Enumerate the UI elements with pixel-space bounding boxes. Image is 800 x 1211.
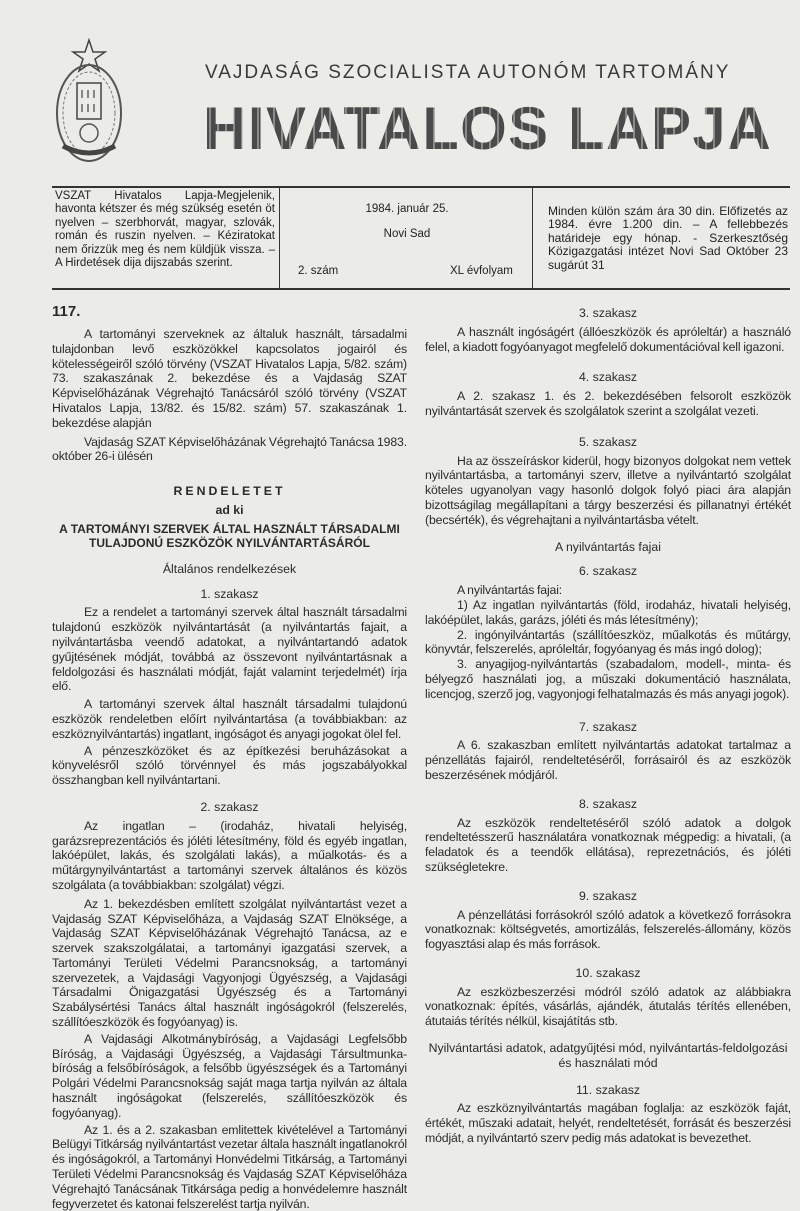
paragraph: Az eszköznyilvántartás magában foglalja: az eszközök faját, értékét, műszaki adatait, helyét, rendeltetését, forrását és beszerzési módját, a nyilvántartó szerv pedig más adatokat is bevezethet. — [425, 1101, 791, 1146]
list-item: 2. ingónyilvántartás (szállítóeszköz, műalkotás és műtárgy, könyvtár, felszerelés, apróleltár, fogyóanyag és más ingó dolog); — [425, 627, 791, 657]
publication-notice: VSZAT Hivatalos Lapja-Megjelenik, havonta kétszer és még szükség esetén öt nyelven – szerbhorvát, magyar, szlovák, román és ruszin nyelven. – Kéziratokat nem őrizzük meg és nem küldjük vissza. – A Hirdetések dija dijszabás szerint. — [55, 190, 275, 270]
section-heading: 7. szakasz — [578, 719, 638, 734]
issue-place: Novi Sad — [383, 228, 431, 240]
paragraph: A 2. szakasz 1. és 2. bekezdésében felsorolt eszközök nyilvántartását szervek és szolgálatok szerint a szolgálat vezeti. — [425, 389, 791, 418]
issue-number: 2. szám — [298, 265, 339, 277]
section-heading: Nyilvántartási adatok, adatgyűjtési mód, nyilvántartás-feldolgozási és használati mód — [428, 1041, 788, 1070]
paragraph: Ha az összeíráskor kiderül, hogy bizonyos dolgokat nem vettek nyilvántartásba, a tartományi szerv, illetve a nyilvántartó szolgálat köteles ugyanolyan vagy hasonló dolgok folyó piaci ára alapján bizottságilag megállapítani a tárgy beszerzési és pillanatnyi értékét (becsérték), és végrehajtani a nyilvántartásba vételt. — [425, 453, 791, 527]
column-divider — [532, 188, 533, 288]
issue-date: 1984. január 25. — [365, 203, 449, 215]
masthead-subtitle: VAJDASÁG SZOCIALISTA AUTONÓM TARTOMÁNY — [205, 62, 731, 83]
masthead-title: HIVATALOS LAPJA — [203, 92, 790, 166]
section-heading: 10. szakasz — [575, 965, 641, 980]
issuer: Vajdaság SZAT Képviselőházának Végrehajtó Tanácsa 1983. október 26-i ülésén — [52, 434, 407, 464]
section-heading: 6. szakasz — [578, 564, 638, 579]
paragraph: Az 1. bekezdésben említett szolgálat nyilvántartást vezet a Vajdaság SZAT Képviselőháza, a Vajdaság SZAT Elnöksége, a Vajdaság SZAT Képviselőházának Végrehajtó Tanácsa, az e szervek szakszolgálatai, a tartományi igazgatási szervek, a Tartományi Területi Védelmi Parancsnokság, a tartományi szervezetek, a Vajdasági Vagyonjogi Ügyészség, a Vajdasági Társadalmi Önigazgatási Ügyészség és a Tartományi Szabálysértési Tanács által használt ingóságokról (felszerelés, szállítóeszközök és fogyóanyag) is. — [52, 896, 407, 1030]
paragraph: Az eszközbeszerzési módról szóló adatok az alábbiakra vonatkoznak: építés, vásárlás, ajándék, átutalás térítés ellenében, átutaiás térítés nélkül, kisajátítás stb. — [425, 984, 791, 1029]
paragraph: Az 1. és a 2. szakasban emlitettek kivételével a Tartományi Belügyi Titkárság nyilvántartást vezetar általa használt ingatlanokról és ingóságokról, a Tartományi Honvédelmi Titkárság, a Tartományi Területi Védelmi Parancsnokság és Vajdaság SZAT Képviselőháza Végrehajtó Tanácsának Titkársága pedig a honvédelemre használt fegyverzetet és katonai felszerelést tartja nyilván. — [52, 1122, 407, 1211]
paragraph: Az ingatlan – (irodaház, hivatali helyiség, garázsreprezentációs és jóléti létesítmény, föld és egyéb ingatlan, lakóépület, lakás, és szolgálati lakás), a műalkotás- és a műtárgynyilvántartást a tartományi szervek általános és közös szolgálata (a továbbiakban: szolgálat) végzi. — [52, 818, 407, 892]
paragraph: A tartományi szervek által használt társadalmi tulajdonú eszközök rendeletben előírt nyilvántartása (a továbbiakban: az eszköznyilvántartás) ingatlant, ingóságot és anyagi jogokat ölel fel. — [52, 697, 407, 741]
paragraph: A pénzeszközöket és az építkezési beruházásokat a könyvelésről szóló törvénnyel és más jogszabályokkal összhangban kell nyilvántartani. — [52, 743, 407, 788]
section-heading: 1. szakasz — [200, 586, 259, 601]
section-heading: 5. szakasz — [578, 434, 638, 449]
list-item: 1) Az ingatlan nyilvántartás (föld, irodaház, hivatali helyiség, lakóépület, lakás, garázs, jóléti és más létesítmény); — [425, 597, 791, 627]
coat-of-arms-emblem — [55, 38, 123, 168]
decree-label: RENDELETET — [173, 484, 286, 499]
paragraph: Az eszközök rendeltetéséről szóló adatok a dolgok rendeltetésszerű használatára vonatkoznak mégpedig: a hivatali, (a feladatok és a teendők ellátása), reprezetnációs, és jóléti szükségletekre. — [425, 815, 791, 874]
paragraph: A nyilvántartás fajai: — [457, 583, 563, 598]
list-item: 3. anyagijog-nyilvántartás (szabadalom, modell-, minta- és bélyegző használati jog, a műszaki dokumentáció használata, licencjog, szerző jog, vagyonjogi felhatalmazás és más anyagi jogok). — [425, 657, 791, 701]
section-heading: 11. szakasz — [575, 1082, 641, 1097]
section-heading: 8. szakasz — [578, 796, 638, 811]
paragraph: A Vajdasági Alkotmánybíróság, a Vajdasági Legfelsőbb Bíróság, a Vajdasági Ügyészség, a Vajdasági Társultmunka-bíróság a felsőbíróságok, a felsőbb ügyészségek és a Tartományi Polgári Védelmi Parancsnokság saját maga tartja nyilván az általa használt ingóságokat (felszerelés, szállítóeszközök és fogyóanyag). — [52, 1031, 407, 1120]
pricing-notice: Minden külön szám ára 30 din. Előfizetés az 1984. évre 1.200 din. – A fellebbezés határideje egy hónap. - Szerkesztőség Közigazgatási intézet Novi Sad Október 23 sugárút 31 — [548, 204, 788, 272]
section-heading: Általános rendelkezések — [162, 561, 297, 576]
bottom-rule — [52, 288, 790, 290]
section-heading: 3. szakasz — [578, 306, 638, 320]
section-heading: 9. szakasz — [578, 888, 638, 903]
decree-number: 117. — [52, 303, 81, 320]
paragraph: A pénzellátási forrásokról szóló adatok a következő forrásokra vonatkoznak: költségvetés, amortizálás, felszerelés-állomány, közös fogyasztási alap és más források. — [425, 907, 791, 952]
top-rule — [52, 186, 790, 188]
section-heading: 4. szakasz — [578, 370, 638, 385]
left-column — [52, 303, 407, 1211]
preamble: A tartományi szerveknek az általuk használt, társadalmi tulajdonban levő eszközökkel kapcsolatos jogairól és kötelességeiről szóló törvény (VSZAT Hivatalos Lapja, 5/82. szám) 73. szakaszának 2. bekezdése és a Vajdaság SZAT Képviselőházának Végrehajtó Tanácsáról szóló törvény (VSZAT Hivatalos Lapja, 13/82. és 15/82. szám) 57. szakaszának 1. bekezdése alapján — [52, 327, 407, 430]
section-heading: 2. szakasz — [200, 799, 259, 814]
column-divider — [279, 188, 280, 288]
volume: XL évfolyam — [450, 265, 513, 277]
paragraph: A használt ingóságért (állóeszközök és apróleltár) a használó felel, a kiadott fogyóanyagot megfelelő dokumentációval kell igazoni. — [425, 324, 791, 354]
paragraph: A 6. szakaszban említett nyilvántartás adatokat tartalmaz a pénzellátás fajairól, rendeltetéséről, forrásairól és az eszközök beszerzésének módjáról. — [425, 738, 791, 782]
section-heading: A nyilvántartás fajai — [555, 539, 661, 554]
decree-title: A TARTOMÁNYI SZERVEK ÁLTAL HASZNÁLT TÁRSADALMI TULAJDONÚ ESZKÖZÖK NYILVÁNTARTÁSÁRÓL — [59, 521, 400, 550]
right-column — [425, 306, 791, 1146]
paragraph: Ez a rendelet a tartományi szervek által használt társadalmi tulajdonú eszközök nyilvántartását (a nyilvántartás fajait, a nyilvántartásba veendő adatokat, a nyilvántartandó adatok gyűjtésének módját, továbbá az összevont nyilvántartásnak a feldolgozási és használati módját, faját valamint terjedelmét) írja elő. — [52, 605, 407, 694]
issued-label: ad ki — [215, 502, 244, 517]
